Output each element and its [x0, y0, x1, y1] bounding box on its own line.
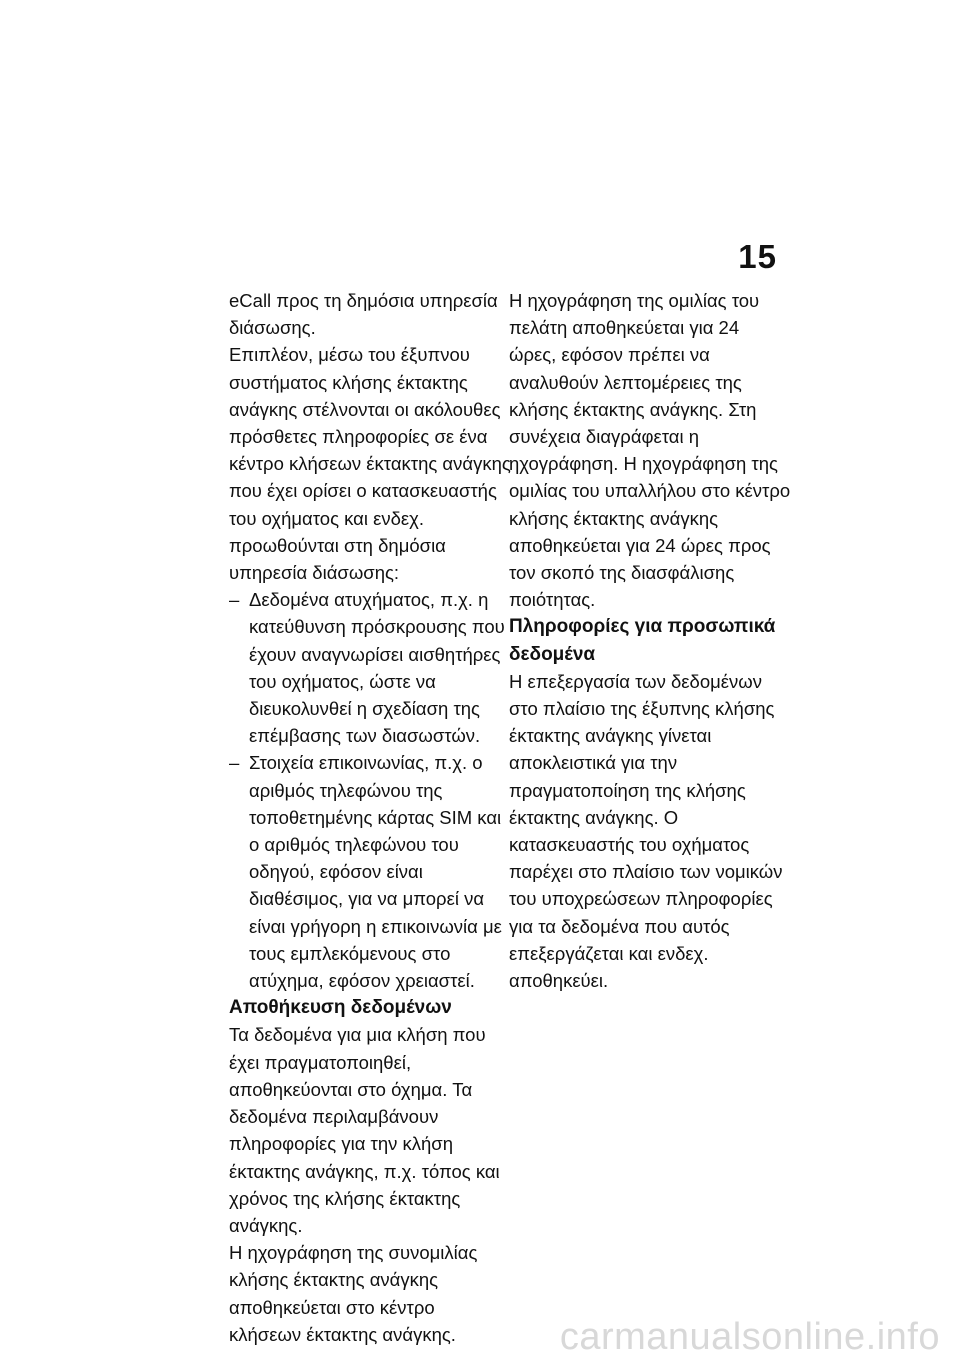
heading-personal-data: Πληροφορίες για προσωπικά δεδομένα: [509, 616, 776, 665]
conversation-recording-paragraph: Η ηχογράφηση της συνομιλίας κλήσης έκτακτης ανάγκης αποθηκεύεται στο κέντρο κλήσεων έκτακτης ανάγκης.: [229, 1242, 478, 1345]
dash-marker: –: [229, 589, 240, 611]
footer-watermark: carmanualsonline.info: [559, 1316, 940, 1358]
page-number: 15: [738, 238, 777, 275]
bullet-accident-data: [229, 586, 511, 749]
right-column: [509, 287, 791, 994]
storage-paragraph: Τα δεδομένα για μια κλήση που έχει πραγματοποιηθεί, αποθηκεύονται στο όχημα. Τα δεδομένα περιλαμβάνουν πληροφορίες για την κλήση έκτακτης ανάγκης, π.χ. τόπος και χρόνος της κλήσης έκτακτης ανάγκης.: [229, 1024, 500, 1236]
intro-paragraph: eCall προς τη δημόσια υπηρεσία διάσωσης.: [229, 290, 498, 339]
customer-recording-paragraph: Η ηχογράφηση της ομιλίας του πελάτη αποθηκεύεται για 24 ώρες, εφόσον πρέπει να αναλυθούν λεπτομέρειες της κλήσης έκτακτης ανάγκης. Στη συνέχεια διαγράφεται η ηχογράφηση. Η ηχογράφηση της ομιλίας του υπαλλήλου στο κέντρο κλήσης έκτακτης ανάγκης αποθηκεύεται για 24 ώρες προς τον σκοπό της διασφάλισης ποιότητας.: [509, 290, 791, 611]
left-column: [229, 287, 511, 1348]
bullet-text: Δεδομένα ατυχήματος, π.χ. η κατεύθυνση πρόσκρουσης που έχουν αναγνωρίσει αισθητήρες του οχήματος, ώστε να διευκολυνθεί η σχεδίαση της επέμβασης των διασωστών.: [249, 589, 505, 747]
dash-marker: –: [229, 752, 240, 774]
personal-data-paragraph: Η επεξεργασία των δεδομένων στο πλαίσιο της έξυπνης κλήσης έκτακτης ανάγκης γίνεται αποκλειστικά για την πραγματοποίηση της κλήσης έκτακτης ανάγκης. Ο κατασκευαστής του οχήματος παρέχει στο πλαίσιο των νομικών του υποχρεώσεων πληροφορίες για τα δεδομένα που αυτός επεξεργάζεται και ενδεχ. αποθηκεύει.: [509, 670, 783, 992]
bullet-contact-data: [229, 749, 511, 994]
additional-info-paragraph: Επιπλέον, μέσω του έξυπνου συστήματος κλήσης έκτακτης ανάγκης στέλνονται οι ακόλουθες πρόσθετες πληροφορίες σε ένα κέντρο κλήσεων έκτακτης ανάγκης που έχει ορίσει ο κατασκευαστής του οχήματος και ενδεχ. προωθούνται στη δημόσια υπηρεσία διάσωσης:: [229, 344, 511, 584]
heading-data-storage: Αποθήκευση δεδομένων: [229, 997, 452, 1019]
bullet-text: Στοιχεία επικοινωνίας, π.χ. ο αριθμός τηλεφώνου της τοποθετημένης κάρτας SIM και ο αριθμός τηλεφώνου του οδηγού, εφόσον είναι διαθέσιμος, για να μπορεί να είναι γρήγορη η επικοινωνία με τους εμπλεκόμενους στο ατύχημα, εφόσον χρειαστεί.: [249, 752, 502, 992]
